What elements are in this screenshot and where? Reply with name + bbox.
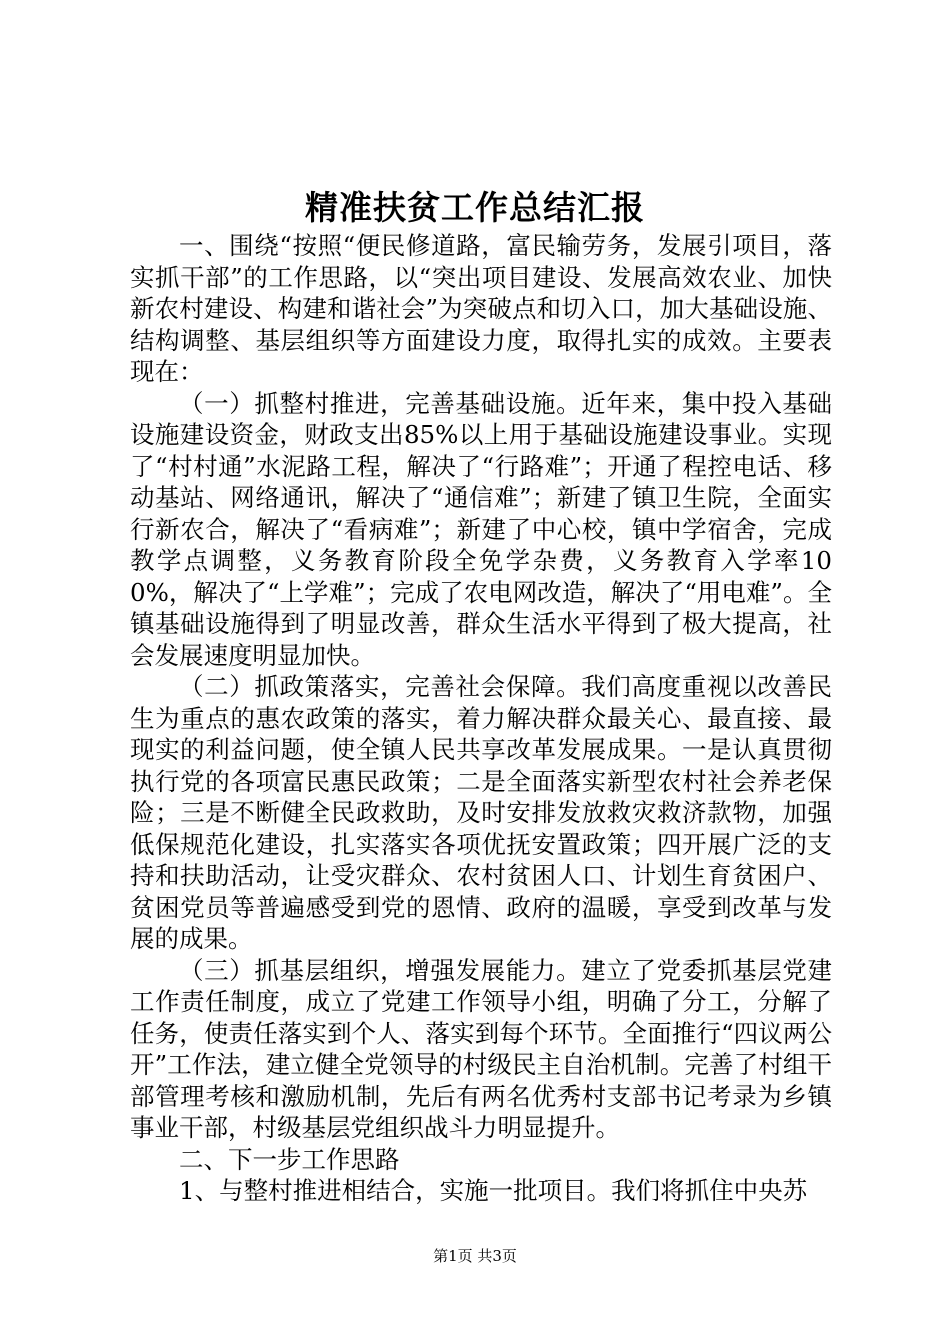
document-title: 精准扶贫工作总结汇报 [305,188,645,227]
paragraph-infrastructure: （一）抓整村推进，完善基础设施。近年来，集中投入基础设施建设资金，财政支出85%以上用于基础设施建设事业。实现了“村村通”水泥路工程，解决了“行路难”；开通了程控电话、移动基站、网络通讯，解决了“通信难”；新建了镇卫生院，全面实行新农合，解决了“看病难”；新建了中心校，镇中学宿舍，完成教学点调整，义务教育阶段全免学杂费，义务教育入学率100%，解决了“上学难”；完成了农电网改造，解决了“用电难”。全镇基础设施得到了明显改善，群众生活水平得到了极大提高，社会发展速度明显加快。 [130,388,832,670]
paragraph-next-steps-1: 1、与整村推进相结合，实施一批项目。我们将抓住中央苏 [179,1176,808,1205]
paragraph-grassroots-organization: （三）抓基层组织，增强发展能力。建立了党委抓基层党建工作责任制度，成立了党建工作领导小组，明确了分工，分解了任务，使责任落实到个人、落实到每个环节。全面推行“四议两公开”工作法，建立健全党领导的村级民主自治机制。完善了村组干部管理考核和激励机制，先后有两名优秀村支部书记考录为乡镇事业干部，村级基层党组织战斗力明显提升。 [130,955,832,1142]
paragraph-intro: 一、围绕“按照“便民修道路，富民输劳务，发展引项目，落实抓干部”的工作思路，以“突出项目建设、发展高效农业、加快新农村建设、构建和谐社会”为突破点和切入口，加大基础设施、结构调整、基层组织等方面建设力度，取得扎实的成效。主要表现在： [130,231,832,386]
section-heading-next-steps: 二、下一步工作思路 [179,1144,400,1174]
document-body [130,230,832,1207]
paragraph-social-security: （二）抓政策落实，完善社会保障。我们高度重视以改善民生为重点的惠农政策的落实，着力解决群众最关心、最直接、最现实的利益问题，使全镇人民共享改革发展成果。一是认真贯彻执行党的各项富民惠民政策；二是全面落实新型农村社会养老保险；三是不断健全民政救助，及时安排发放救灾救济款物，加强低保规范化建设，扎实落实各项优抚安置政策；四开展广泛的支持和扶助活动，让受灾群众、农村贫困人口、计划生育贫困户、贫困党员等普遍感受到党的恩情、政府的温暖，享受到改革与发展的成果。 [130,672,832,953]
page-number-footer: 第1页 共3页 [433,1247,517,1265]
